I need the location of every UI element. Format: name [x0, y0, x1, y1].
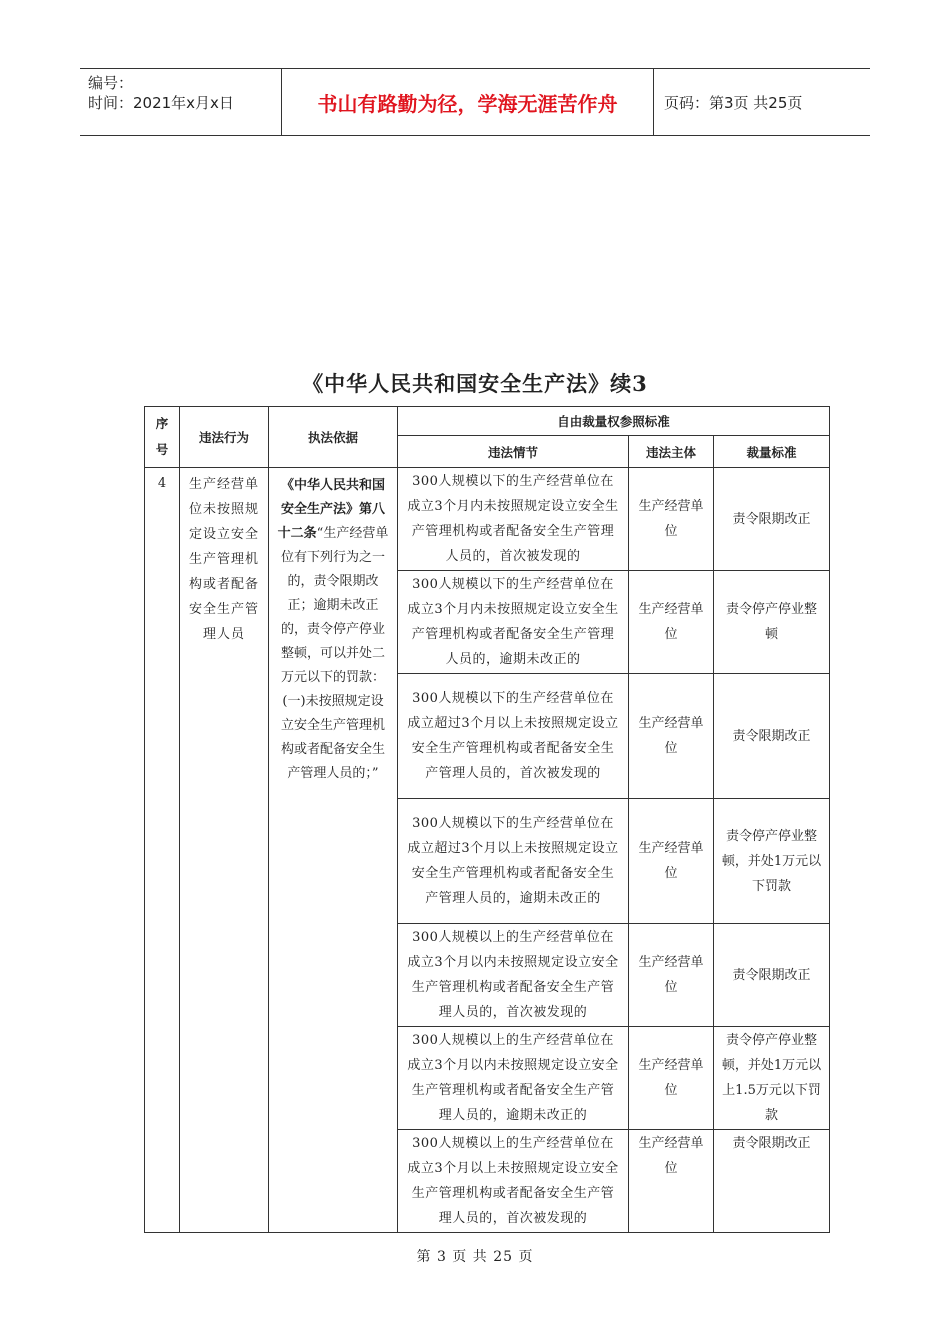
time-label: 时间：2021年x月x日 — [88, 94, 234, 112]
seq-cell: 4 — [145, 468, 180, 1233]
standard-cell: 责令限期改正 — [714, 674, 830, 799]
header-page-info: 页码：第3页 共25页 — [664, 93, 803, 112]
basis-item: (一)未按照规定设立安全生产管理机构或者配备安全生产管理人员的；” — [280, 694, 385, 781]
header-act: 违法行为 — [180, 407, 269, 468]
subject-cell: 生产经营单位 — [629, 468, 714, 571]
standard-cell: 责令停产停业整顿，并处1万元以下罚款 — [714, 799, 830, 924]
subject-cell: 生产经营单位 — [629, 924, 714, 1027]
standard-cell: 责令限期改正 — [714, 1130, 830, 1233]
situation-cell: 300人规模以下的生产经营单位在成立超过3个月以上未按照规定设立安全生产管理机构或者配备安全生产管理人员的，逾期未改正的 — [398, 799, 629, 924]
standard-cell: 责令停产停业整顿，并处1万元以上1.5万元以下罚款 — [714, 1027, 830, 1130]
situation-cell: 300人规模以上的生产经营单位在成立3个月以内未按照规定设立安全生产管理机构或者配备安全生产管理人员的，逾期未改正的 — [398, 1027, 629, 1130]
situation-cell: 300人规模以下的生产经营单位在成立3个月内未按照规定设立安全生产管理机构或者配备安全生产管理人员的，首次被发现的 — [398, 468, 629, 571]
header-situation: 违法情节 — [398, 436, 629, 468]
subject-cell: 生产经营单位 — [629, 1130, 714, 1233]
basis-cell — [269, 468, 398, 1233]
header-meta — [80, 69, 282, 135]
basis-law-title: 《中华人民共和国安全生产法》第八十二条 — [277, 478, 385, 541]
header-motto: 书山有路勤为径，学海无涯苦作舟 — [282, 69, 654, 135]
subject-cell: 生产经营单位 — [629, 1027, 714, 1130]
header-subject: 违法主体 — [629, 436, 714, 468]
table-row — [145, 468, 830, 571]
header-seq: 序号 — [145, 407, 180, 468]
subject-cell: 生产经营单位 — [629, 674, 714, 799]
basis-text: “生产经营单位有下列行为之一的，责令限期改正；逾期未改正的，责令停产停业整顿，可以并处二万元以下的罚款： — [280, 526, 389, 685]
standard-cell: 责令停产停业整顿 — [714, 571, 830, 674]
act-cell: 生产经营单位未按照规定设立安全生产管理机构或者配备安全生产管理人员 — [180, 468, 269, 1233]
document-title: 《中华人民共和国安全生产法》续3 — [302, 371, 648, 396]
header-group: 自由裁量权参照标准 — [398, 407, 830, 436]
header-standard: 裁量标准 — [714, 436, 830, 468]
subject-cell: 生产经营单位 — [629, 571, 714, 674]
discretion-table — [144, 406, 830, 1233]
header-basis: 执法依据 — [269, 407, 398, 468]
number-label: 编号： — [88, 74, 134, 92]
situation-cell: 300人规模以上的生产经营单位在成立3个月以上未按照规定设立安全生产管理机构或者配备安全生产管理人员的，首次被发现的 — [398, 1130, 629, 1233]
subject-cell: 生产经营单位 — [629, 799, 714, 924]
page-header — [80, 68, 870, 136]
page-footer: 第 3 页 共 25 页 — [416, 1249, 534, 1265]
standard-cell: 责令限期改正 — [714, 468, 830, 571]
situation-cell: 300人规模以下的生产经营单位在成立超过3个月以上未按照规定设立安全生产管理机构或者配备安全生产管理人员的，首次被发现的 — [398, 674, 629, 799]
situation-cell: 300人规模以下的生产经营单位在成立3个月内未按照规定设立安全生产管理机构或者配备安全生产管理人员的，逾期未改正的 — [398, 571, 629, 674]
standard-cell: 责令限期改正 — [714, 924, 830, 1027]
situation-cell: 300人规模以上的生产经营单位在成立3个月以内未按照规定设立安全生产管理机构或者配备安全生产管理人员的，首次被发现的 — [398, 924, 629, 1027]
